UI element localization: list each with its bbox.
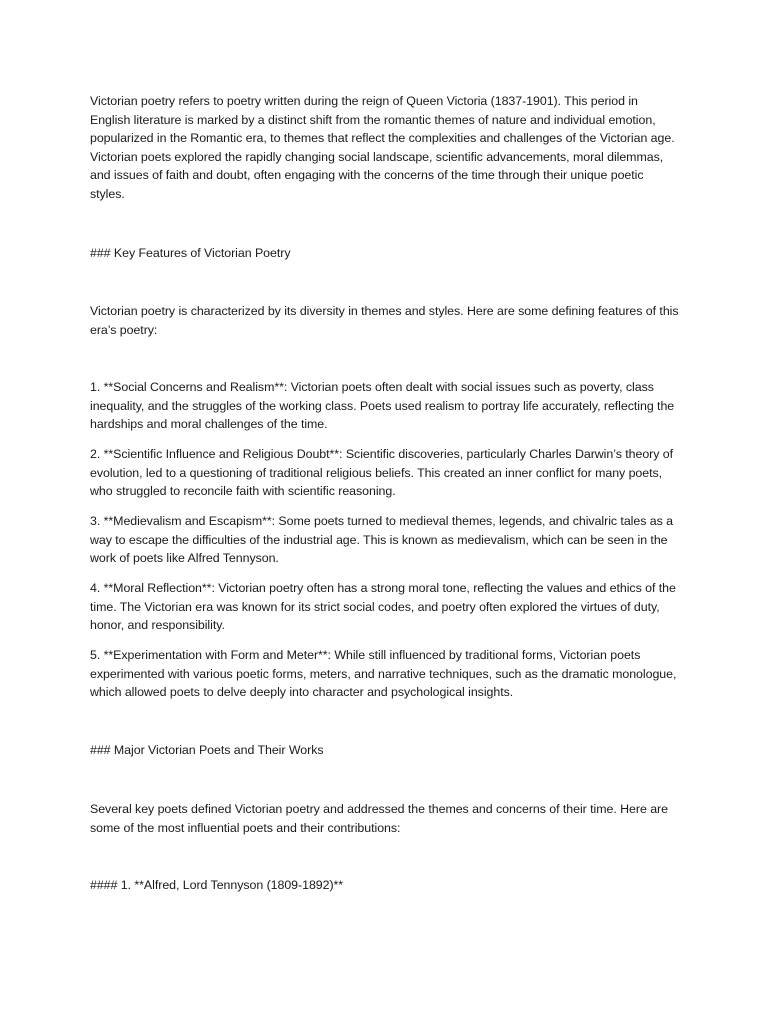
feature-item-2: 2. **Scientific Influence and Religious Doubt**: Scientific discoveries, particularly Charles Darwin’s theory of evolution, led to a questioning of traditional religious beliefs. This created an inner conflict for many poets, who struggled to reconcile faith with scientific reasoning.: [90, 447, 674, 499]
intro-paragraph: Victorian poetry refers to poetry written during the reign of Queen Victoria (1837-1901). This period in English literature is marked by a distinct shift from the romantic themes of nature and individual emotion, popularized in the Romantic era, to themes that reflect the complexities and challenges of the Victorian age. Victorian poets explored the rapidly changing social landscape, scientific advancements, moral dilemmas, and issues of faith and doubt, often engaging with the concerns of the time through their unique poetic styles.: [90, 94, 675, 201]
poets-intro-paragraph: Several key poets defined Victorian poetry and addressed the themes and concerns of their time. Here are some of the most influential poets and their contributions:: [90, 802, 668, 835]
heading-key-features: ### Key Features of Victorian Poetry: [90, 246, 291, 260]
feature-item-1: 1. **Social Concerns and Realism**: Victorian poets often dealt with social issues such as poverty, class inequality, and the struggles of the working class. Poets used realism to portray life accurately, reflecting the hardships and moral challenges of the time.: [90, 380, 675, 432]
heading-tennyson: #### 1. **Alfred, Lord Tennyson (1809-1892)**: [90, 878, 344, 892]
feature-item-5: 5. **Experimentation with Form and Meter**: While still influenced by traditional forms, Victorian poets experimented with various poetic forms, meters, and narrative techniques, such as the dramatic monologue, which allowed poets to delve deeply into character and psychological insights.: [90, 648, 677, 700]
feature-item-4: 4. **Moral Reflection**: Victorian poetry often has a strong moral tone, reflecting the values and ethics of the time. The Victorian era was known for its strict social codes, and poetry often explored the virtues of duty, honor, and responsibility.: [90, 581, 676, 633]
feature-item-3: 3. **Medievalism and Escapism**: Some poets turned to medieval themes, legends, and chivalric tales as a way to escape the difficulties of the industrial age. This is known as medievalism, which can be seen in the work of poets like Alfred Tennyson.: [90, 514, 673, 566]
heading-major-poets: ### Major Victorian Poets and Their Works: [90, 743, 324, 757]
features-intro-paragraph: Victorian poetry is characterized by its diversity in themes and styles. Here are some defining features of this era’s poetry:: [90, 304, 679, 337]
